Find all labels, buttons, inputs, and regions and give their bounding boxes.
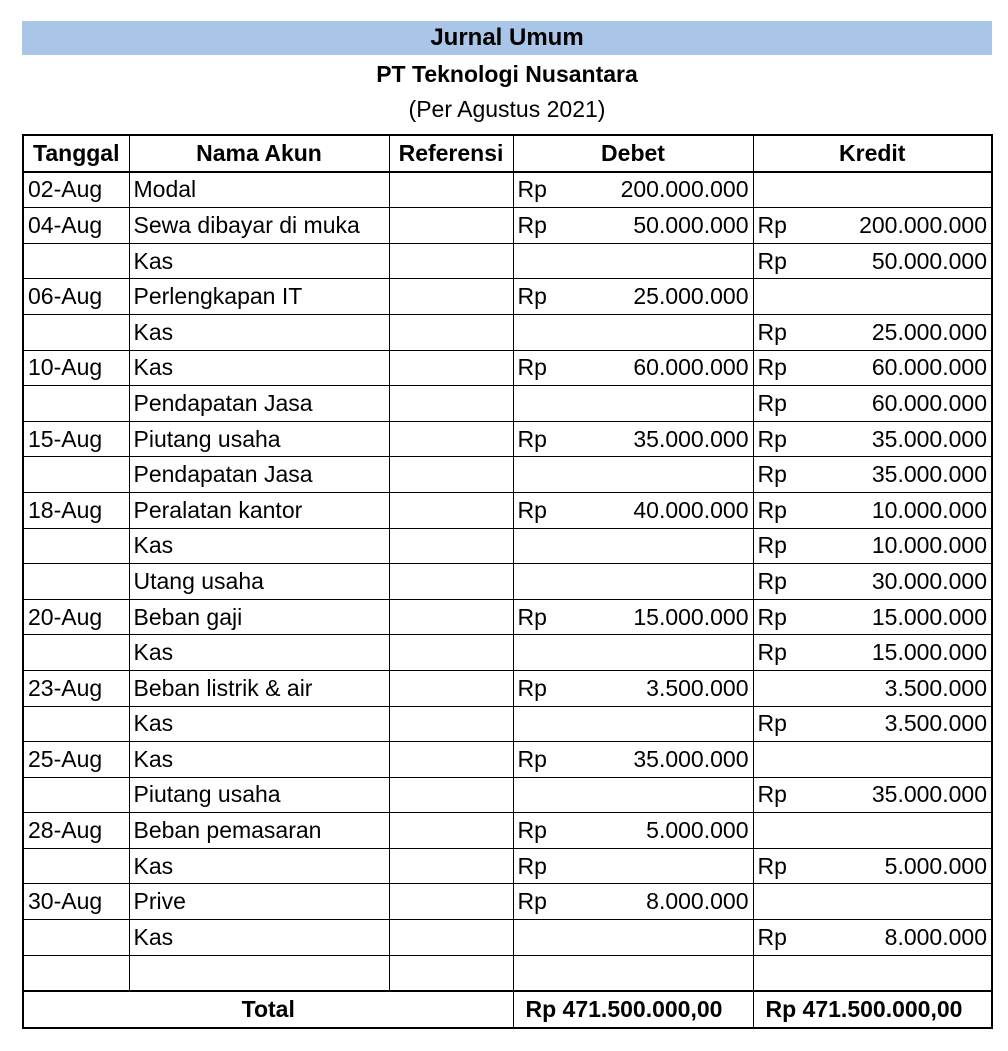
debit-cell <box>513 777 753 813</box>
credit-value: 25.000.000 <box>871 318 987 345</box>
account-name-cell: Sewa dibayar di muka <box>129 208 389 244</box>
reference-cell <box>389 457 513 493</box>
account-name-cell: Perlengkapan IT <box>129 279 389 315</box>
table-row <box>23 172 992 208</box>
table-row <box>23 528 992 564</box>
debit-value: 25.000.000 <box>633 283 749 310</box>
account-name-cell: Pendapatan Jasa <box>129 386 389 422</box>
account-name-cell: Piutang usaha <box>129 777 389 813</box>
table-row <box>23 635 992 671</box>
account-name-cell <box>129 955 389 991</box>
reference-cell <box>389 492 513 528</box>
credit-value: 35.000.000 <box>871 425 987 452</box>
debit-amount <box>518 285 749 308</box>
credit-value: 50.000.000 <box>871 247 987 274</box>
total-credit: Rp 471.500.000,00 <box>753 991 992 1028</box>
credit-currency: Rp <box>757 461 787 488</box>
debit-amount <box>517 211 749 238</box>
credit-amount <box>758 783 988 806</box>
credit-amount <box>757 318 988 345</box>
account-name-cell: Beban pemasaran <box>129 813 389 849</box>
credit-value: 35.000.000 <box>871 781 987 808</box>
debit-cell <box>513 243 753 279</box>
credit-cell <box>753 777 992 813</box>
date-cell <box>23 955 129 991</box>
credit-value: 60.000.000 <box>871 389 987 416</box>
debit-cell <box>513 884 753 920</box>
debit-cell <box>513 813 753 849</box>
account-name-cell: Prive <box>129 884 389 920</box>
reference-cell <box>389 599 513 635</box>
debit-amount <box>518 356 749 379</box>
account-name-cell: Modal <box>129 172 389 208</box>
reference-cell <box>389 955 513 991</box>
date-cell <box>23 777 129 813</box>
account-name-cell: Kas <box>129 848 389 884</box>
column-header-credit: Kredit <box>753 135 992 172</box>
debit-value: 8.000.000 <box>646 888 749 915</box>
debit-cell <box>513 920 753 956</box>
table-row <box>23 350 992 386</box>
table-row <box>23 670 992 706</box>
credit-cell <box>753 528 992 564</box>
table-row <box>23 421 992 457</box>
debit-cell <box>513 279 753 315</box>
credit-amount <box>757 923 988 950</box>
credit-amount <box>757 567 988 594</box>
reference-cell <box>389 421 513 457</box>
table-row <box>23 457 992 493</box>
table-row <box>23 492 992 528</box>
credit-amount <box>758 674 988 701</box>
credit-value: 200.000.000 <box>859 211 987 238</box>
credit-cell <box>753 706 992 742</box>
account-name-cell: Utang usaha <box>129 564 389 600</box>
reference-cell <box>389 777 513 813</box>
date-cell: 25-Aug <box>23 742 129 778</box>
total-debit: Rp 471.500.000,00 <box>513 991 753 1028</box>
table-row <box>23 920 992 956</box>
account-name-cell: Pendapatan Jasa <box>129 457 389 493</box>
date-cell: 28-Aug <box>23 813 129 849</box>
reference-cell <box>389 670 513 706</box>
reference-cell <box>389 564 513 600</box>
total-label: Total <box>23 991 513 1028</box>
date-cell <box>23 457 129 493</box>
column-header-debit: Debet <box>513 135 753 172</box>
credit-cell <box>753 670 992 706</box>
debit-value: 200.000.000 <box>620 176 749 203</box>
account-name-cell: Beban listrik & air <box>129 670 389 706</box>
debit-cell <box>513 528 753 564</box>
credit-amount <box>757 247 988 274</box>
credit-currency: Rp <box>757 389 787 416</box>
debit-currency: Rp <box>517 211 547 238</box>
credit-amount <box>757 603 988 630</box>
reference-cell <box>389 635 513 671</box>
debit-value: 35.000.000 <box>633 425 749 452</box>
debit-cell <box>513 670 753 706</box>
debit-amount <box>518 178 749 201</box>
credit-value: 3.500.000 <box>884 674 987 701</box>
debit-currency: Rp <box>517 674 547 701</box>
account-name-cell: Kas <box>129 742 389 778</box>
debit-currency: Rp <box>517 425 547 452</box>
reference-cell <box>389 528 513 564</box>
table-row <box>23 955 992 991</box>
debit-cell <box>513 314 753 350</box>
table-row <box>23 706 992 742</box>
credit-currency: Rp <box>757 603 787 630</box>
date-cell: 06-Aug <box>23 279 129 315</box>
account-name-cell: Kas <box>129 706 389 742</box>
credit-amount <box>758 641 988 664</box>
debit-currency: Rp <box>517 745 547 772</box>
credit-cell <box>753 386 992 422</box>
table-row <box>23 742 992 778</box>
credit-value: 15.000.000 <box>871 603 987 630</box>
credit-currency: Rp <box>757 318 787 345</box>
column-header-date: Tanggal <box>23 135 129 172</box>
credit-value: 30.000.000 <box>871 567 987 594</box>
column-header-reference: Referensi <box>389 135 513 172</box>
date-cell <box>23 848 129 884</box>
debit-currency: Rp <box>517 817 547 844</box>
debit-cell <box>513 208 753 244</box>
date-cell <box>23 528 129 564</box>
table-row <box>23 884 992 920</box>
credit-currency: Rp <box>757 354 787 381</box>
debit-amount <box>518 890 749 913</box>
debit-currency: Rp <box>517 176 547 203</box>
account-name-cell: Kas <box>129 528 389 564</box>
table-row <box>23 777 992 813</box>
table-row <box>23 314 992 350</box>
debit-value: 5.000.000 <box>646 817 749 844</box>
credit-cell <box>753 848 992 884</box>
credit-cell <box>753 920 992 956</box>
debit-cell <box>513 599 753 635</box>
journal-body <box>23 172 992 992</box>
table-row <box>23 599 992 635</box>
credit-value: 10.000.000 <box>871 496 987 523</box>
debit-cell <box>513 742 753 778</box>
debit-cell <box>513 421 753 457</box>
reference-cell <box>389 386 513 422</box>
account-name-cell: Kas <box>129 243 389 279</box>
debit-cell <box>513 706 753 742</box>
date-cell: 20-Aug <box>23 599 129 635</box>
credit-amount <box>758 463 988 486</box>
credit-currency: Rp <box>757 781 787 808</box>
debit-currency: Rp <box>517 283 547 310</box>
debit-cell <box>513 172 753 208</box>
account-name-cell: Kas <box>129 920 389 956</box>
credit-cell <box>753 172 992 208</box>
credit-amount <box>758 712 988 735</box>
table-row <box>23 386 992 422</box>
debit-amount <box>517 496 749 523</box>
credit-value: 10.000.000 <box>871 532 987 559</box>
date-cell <box>23 243 129 279</box>
column-header-account: Nama Akun <box>129 135 389 172</box>
reference-cell <box>389 314 513 350</box>
debit-value: 50.000.000 <box>633 211 749 238</box>
account-name-cell: Kas <box>129 314 389 350</box>
reference-cell <box>389 172 513 208</box>
reference-cell <box>389 350 513 386</box>
reference-cell <box>389 848 513 884</box>
credit-cell <box>753 350 992 386</box>
debit-value: 35.000.000 <box>633 745 749 772</box>
reference-cell <box>389 208 513 244</box>
credit-amount <box>758 356 988 379</box>
credit-amount <box>757 496 988 523</box>
account-name-cell: Peralatan kantor <box>129 492 389 528</box>
table-row <box>23 564 992 600</box>
header-row <box>23 135 992 172</box>
credit-value: 15.000.000 <box>871 639 987 666</box>
table-row <box>23 813 992 849</box>
debit-amount <box>518 819 749 842</box>
credit-amount <box>757 425 988 452</box>
debit-cell <box>513 564 753 600</box>
credit-amount <box>757 211 988 238</box>
date-cell <box>23 314 129 350</box>
credit-cell <box>753 813 992 849</box>
reference-cell <box>389 243 513 279</box>
credit-currency: Rp <box>757 211 787 238</box>
credit-cell <box>753 599 992 635</box>
debit-cell <box>513 386 753 422</box>
debit-value: 15.000.000 <box>633 603 749 630</box>
credit-currency: Rp <box>757 923 787 950</box>
date-cell: 23-Aug <box>23 670 129 706</box>
debit-amount <box>517 852 749 879</box>
credit-cell <box>753 564 992 600</box>
reference-cell <box>389 742 513 778</box>
table-row <box>23 279 992 315</box>
account-name-cell: Beban gaji <box>129 599 389 635</box>
date-cell: 15-Aug <box>23 421 129 457</box>
credit-cell <box>753 492 992 528</box>
credit-value: 35.000.000 <box>871 461 987 488</box>
credit-cell <box>753 955 992 991</box>
debit-cell <box>513 350 753 386</box>
account-name-cell: Kas <box>129 635 389 671</box>
debit-cell <box>513 457 753 493</box>
credit-currency: Rp <box>757 532 787 559</box>
reference-cell <box>389 920 513 956</box>
credit-value: 5.000.000 <box>884 852 987 879</box>
date-cell <box>23 564 129 600</box>
reference-cell <box>389 706 513 742</box>
credit-currency: Rp <box>757 710 787 737</box>
debit-value: 40.000.000 <box>633 496 749 523</box>
debit-amount <box>517 745 749 772</box>
credit-amount <box>757 852 988 879</box>
debit-currency: Rp <box>517 888 547 915</box>
credit-cell <box>753 279 992 315</box>
debit-cell <box>513 635 753 671</box>
credit-amount <box>757 389 988 416</box>
debit-amount <box>517 674 749 701</box>
journal-title: Jurnal Umum <box>22 21 992 55</box>
credit-value: 8.000.000 <box>884 923 987 950</box>
credit-cell <box>753 243 992 279</box>
date-cell <box>23 920 129 956</box>
debit-value: 60.000.000 <box>633 354 749 381</box>
journal-table <box>22 134 993 1029</box>
debit-currency: Rp <box>517 603 547 630</box>
date-cell: 18-Aug <box>23 492 129 528</box>
credit-currency: Rp <box>757 639 787 666</box>
date-cell: 02-Aug <box>23 172 129 208</box>
date-cell: 10-Aug <box>23 350 129 386</box>
credit-currency: Rp <box>757 496 787 523</box>
debit-amount <box>517 603 749 630</box>
credit-cell <box>753 314 992 350</box>
credit-currency: Rp <box>757 425 787 452</box>
company-name: PT Teknologi Nusantara <box>376 60 638 87</box>
credit-cell <box>753 457 992 493</box>
reference-cell <box>389 884 513 920</box>
date-cell <box>23 386 129 422</box>
period-label: (Per Agustus 2021) <box>408 95 606 122</box>
reference-cell <box>389 813 513 849</box>
credit-cell <box>753 884 992 920</box>
credit-currency: Rp <box>757 567 787 594</box>
total-row <box>23 991 992 1028</box>
credit-cell <box>753 635 992 671</box>
credit-currency: Rp <box>757 852 787 879</box>
table-row <box>23 848 992 884</box>
account-name-cell: Kas <box>129 350 389 386</box>
debit-amount <box>517 425 749 452</box>
credit-amount <box>758 534 988 557</box>
debit-currency: Rp <box>517 354 547 381</box>
debit-cell <box>513 492 753 528</box>
credit-cell <box>753 421 992 457</box>
date-cell <box>23 635 129 671</box>
table-row <box>23 243 992 279</box>
credit-value: 60.000.000 <box>871 354 987 381</box>
credit-cell <box>753 208 992 244</box>
debit-value: 3.500.000 <box>646 674 749 701</box>
date-cell: 30-Aug <box>23 884 129 920</box>
debit-cell <box>513 848 753 884</box>
date-cell: 04-Aug <box>23 208 129 244</box>
reference-cell <box>389 279 513 315</box>
credit-currency: Rp <box>757 247 787 274</box>
account-name-cell: Piutang usaha <box>129 421 389 457</box>
table-row <box>23 208 992 244</box>
credit-value: 3.500.000 <box>884 710 987 737</box>
debit-cell <box>513 955 753 991</box>
debit-currency: Rp <box>517 496 547 523</box>
debit-currency: Rp <box>517 852 547 879</box>
credit-cell <box>753 742 992 778</box>
date-cell <box>23 706 129 742</box>
